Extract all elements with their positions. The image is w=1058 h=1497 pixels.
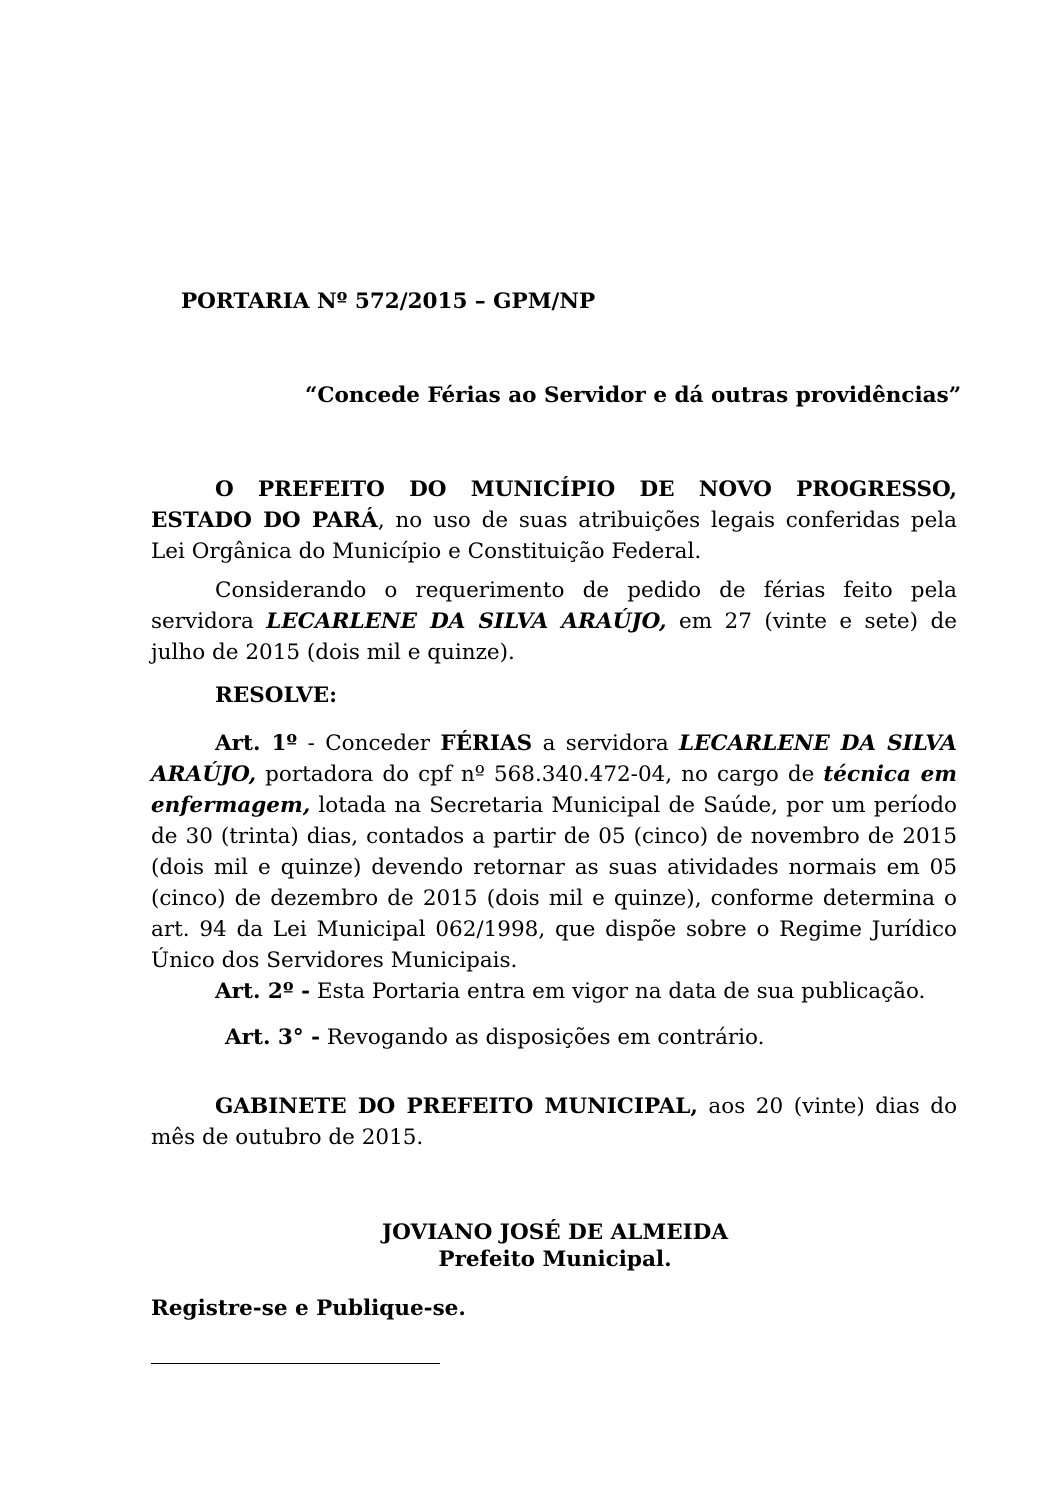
article-3-text: Revogando as disposições em contrário. [320, 1025, 765, 1050]
article-2-label: Art. 2º - [215, 979, 311, 1004]
considerando-text-1: Considerando o requerimento de pedido de férias feito pela servidora [151, 578, 957, 634]
signature-line [151, 1363, 440, 1364]
preamble-paragraph [151, 474, 957, 567]
considerando-paragraph [151, 575, 957, 668]
document-subtitle: “Concede Férias ao Servidor e dá outras providências” [305, 383, 962, 408]
servant-name: LECARLENE DA SILVA ARAÚJO, [266, 609, 667, 634]
article-1-cargo: técnica em enfermagem, [151, 762, 958, 818]
signature-role: Prefeito Municipal. [438, 1247, 672, 1272]
closing-date: aos 20 (vinte) dias do mês de outubro de 2015. [151, 1094, 958, 1150]
closing-paragraph [151, 1091, 957, 1153]
article-1-text-1: - Conceder [297, 731, 441, 756]
resolve-heading: RESOLVE: [215, 683, 338, 708]
preamble-text: , no uso de suas atribuições legais conferidas pela Lei Orgânica do Município e Constituição Federal. [151, 508, 957, 564]
article-1 [151, 728, 957, 976]
considerando-text-2: em 27 (vinte e sete) de julho de 2015 (dois mil e quinze). [151, 609, 957, 665]
article-1-label: Art. 1º [215, 731, 298, 756]
article-1-servant-name: LECARLENE DA SILVA ARAÚJO, [151, 731, 957, 787]
article-1-ferias: FÉRIAS [440, 731, 533, 756]
article-1-text-2: a servidora [532, 731, 680, 756]
closing-place: GABINETE DO PREFEITO MUNICIPAL, [215, 1094, 698, 1119]
article-2 [215, 976, 925, 1007]
article-2-text: Esta Portaria entra em vigor na data de sua publicação. [310, 979, 926, 1004]
article-1-text-3: portadora do cpf nº 568.340.472-04, no cargo de [256, 762, 824, 787]
article-1-text-4: lotada na Secretaria Municipal de Saúde, por um período de 30 (trinta) dias, contados a partir de 05 (cinco) de novembro de 2015 (dois mil e quinze) devendo retornar as suas atividades normais em 05 (cinco) de dezembro de 2015 (dois mil e quinze), conforme determina o art. 94 da Lei Municipal 062/1998, que dispõe sobre o Regime Jurídico Único dos Servidores Municipais. [151, 793, 957, 973]
document-title: PORTARIA Nº 572/2015 – GPM/NP [181, 289, 596, 314]
footer-note: Registre-se e Publique-se. [151, 1296, 466, 1321]
article-3-label: Art. 3° - [225, 1025, 321, 1050]
signature-name: JOVIANO JOSÉ DE ALMEIDA [382, 1220, 728, 1245]
preamble-authority: O PREFEITO DO MUNICÍPIO DE NOVO PROGRESSO, ESTADO DO PARÁ [151, 477, 957, 533]
article-3 [225, 1022, 764, 1053]
